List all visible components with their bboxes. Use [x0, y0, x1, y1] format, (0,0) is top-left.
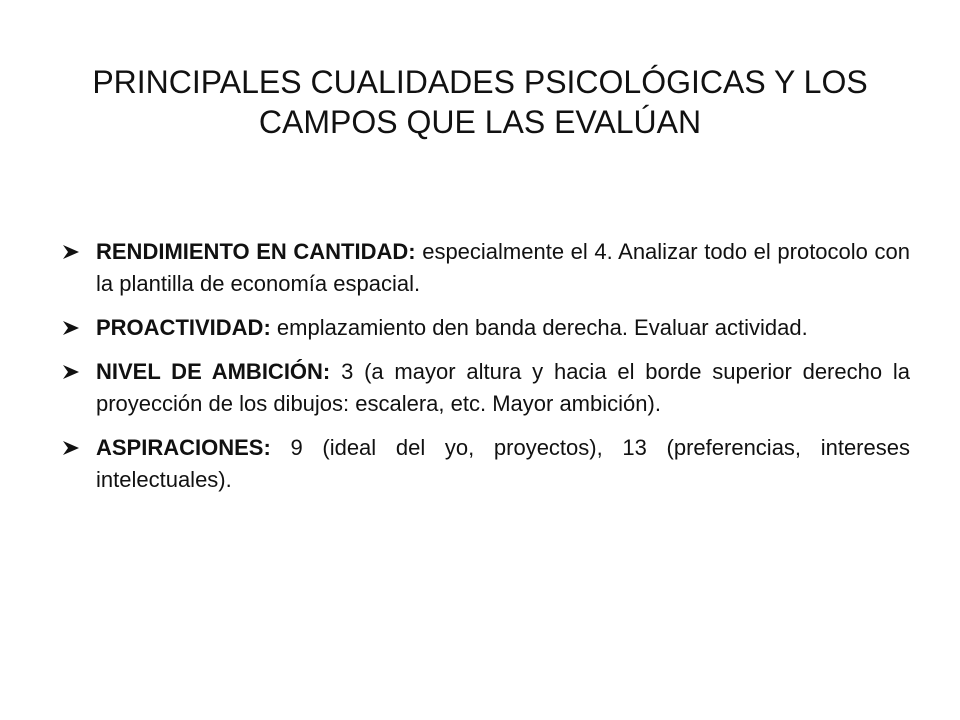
arrowhead-bullet-icon — [62, 440, 80, 456]
bullet-list — [60, 236, 910, 508]
slide-title-line-1: PRINCIPALES CUALIDADES PSICOLÓGICAS Y LOS — [92, 64, 868, 100]
item-term: NIVEL DE AMBICIÓN: — [96, 359, 331, 384]
item-term: PROACTIVIDAD: — [96, 315, 271, 340]
item-text: emplazamiento den banda derecha. Evaluar actividad. — [276, 315, 808, 340]
list-item — [60, 312, 910, 344]
list-item — [60, 356, 910, 420]
slide-title — [60, 62, 900, 142]
item-term: ASPIRACIONES: — [96, 435, 271, 460]
item-term: RENDIMIENTO EN CANTIDAD: — [96, 239, 416, 264]
arrowhead-bullet-icon — [62, 320, 80, 336]
slide-title-line-2: CAMPOS QUE LAS EVALÚAN — [258, 104, 702, 140]
item-text: 9 (ideal del yo, proyectos), 13 (preferencias, intereses intelectuales). — [96, 435, 910, 492]
arrowhead-bullet-icon — [62, 244, 80, 260]
list-item — [60, 432, 910, 496]
item-text: especialmente el 4. Analizar todo el protocolo con la plantilla de economía espacial. — [96, 239, 910, 296]
arrowhead-bullet-icon — [62, 364, 80, 380]
item-text: 3 (a mayor altura y hacia el borde superior derecho la proyección de los dibujos: escalera, etc. Mayor ambición). — [96, 359, 910, 416]
list-item — [60, 236, 910, 300]
